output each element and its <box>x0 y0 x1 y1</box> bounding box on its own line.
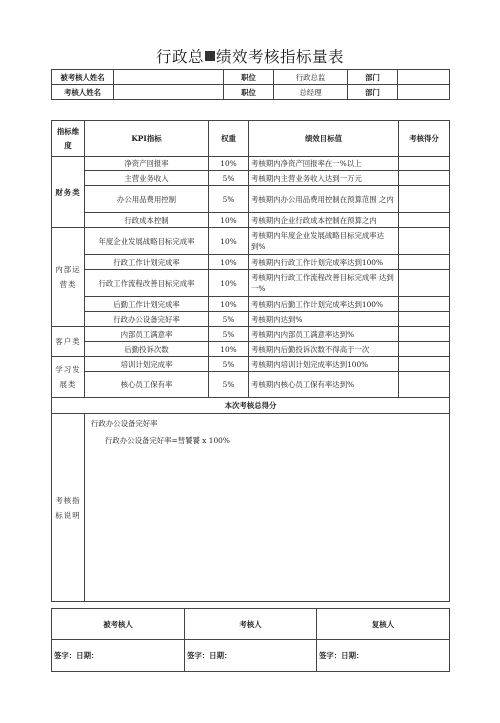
evaluatee-signature-header: 被考核人 <box>52 609 185 640</box>
kpi-weight: 10% <box>209 255 249 270</box>
kpi-target: 考核期内办公用品费用控制在预算范围 之内 <box>249 186 399 213</box>
kpi-score-cell[interactable] <box>399 171 450 186</box>
evaluator-signature-field[interactable]: 签字：日期： <box>185 640 317 672</box>
kpi-weight: 5% <box>209 327 249 342</box>
kpi-target: 考核期内行政工作计划完成率达到100% <box>249 255 399 270</box>
kpi-name: 行政工作流程改善目标完成率 <box>85 270 209 297</box>
kpi-score-cell[interactable] <box>399 342 450 357</box>
evaluator-name-label: 考核人姓名 <box>52 85 114 100</box>
header-target: 绩效目标值 <box>249 121 399 157</box>
kpi-target: 考核期内后勤投诉次数不得高于一次 <box>249 342 399 357</box>
kpi-weight: 5% <box>209 372 249 398</box>
kpi-weight: 10% <box>209 157 249 171</box>
reviewer-signature-field[interactable]: 签字：日期： <box>317 640 450 672</box>
kpi-target: 考核期内达到% <box>249 312 399 327</box>
page-title <box>0 45 500 67</box>
kpi-name: 后勤工作计划完成率 <box>85 297 209 312</box>
kpi-weight: 10% <box>209 297 249 312</box>
kpi-row <box>52 342 450 357</box>
kpi-table <box>51 120 450 602</box>
kpi-weight: 10% <box>209 213 249 228</box>
kpi-target: 考核期内培训计划完成率达到100% <box>249 357 399 372</box>
title-part-2: 绩效考核指标量表 <box>216 48 345 66</box>
stamp-mark-icon <box>205 51 215 61</box>
kpi-row <box>52 372 450 398</box>
kpi-name: 培训计划完成率 <box>85 357 209 372</box>
position-label: 职位 <box>224 85 274 100</box>
kpi-score-cell[interactable] <box>399 157 450 171</box>
evaluatee-signature-field[interactable]: 签字：日期： <box>52 640 185 672</box>
notes-row <box>52 414 450 602</box>
kpi-name: 办公用品费用控制 <box>85 186 209 213</box>
total-row <box>52 398 450 414</box>
evaluatee-position-value: 行政总监 <box>274 70 348 85</box>
kpi-score-cell[interactable] <box>399 228 450 255</box>
kpi-name: 内部员工满意率 <box>85 327 209 342</box>
kpi-weight: 5% <box>209 357 249 372</box>
kpi-row <box>52 327 450 342</box>
signature-table <box>51 608 450 672</box>
total-score-label: 本次考核总得分 <box>52 398 450 414</box>
kpi-target: 考核期内年度企业发展战略目标完成率达到% <box>249 228 399 255</box>
header-weight: 权重 <box>209 121 249 157</box>
kpi-row <box>52 297 450 312</box>
kpi-row <box>52 228 450 255</box>
signature-row <box>52 640 450 672</box>
notes-line-2: 行政办公设备完好率=彗饕饕 x 100% <box>105 436 230 445</box>
header-kpi: KPI指标 <box>85 121 209 157</box>
evaluatee-department-field[interactable] <box>398 70 450 85</box>
kpi-name: 行政成本控制 <box>85 213 209 228</box>
kpi-weight: 5% <box>209 186 249 213</box>
kpi-row <box>52 255 450 270</box>
kpi-target: 考核期内内部员工满意率达到% <box>249 327 399 342</box>
kpi-target: 考核期内行政工作流程改善目标完成率 达到一% <box>249 270 399 297</box>
kpi-weight: 10% <box>209 228 249 255</box>
info-table <box>51 69 450 100</box>
evaluatee-name-label: 被考核人姓名 <box>52 70 114 85</box>
kpi-score-cell[interactable] <box>399 312 450 327</box>
evaluator-name-field[interactable] <box>114 85 224 100</box>
kpi-row <box>52 357 450 372</box>
kpi-target: 考核期内净资产回报率在一%以上 <box>249 157 399 171</box>
kpi-row <box>52 312 450 327</box>
kpi-score-cell[interactable] <box>399 255 450 270</box>
kpi-target: 考核期内后勤工作计划完成率达到100% <box>249 297 399 312</box>
kpi-weight: 5% <box>209 171 249 186</box>
info-row-evaluatee <box>52 70 450 85</box>
kpi-header-row <box>52 121 450 157</box>
info-row-evaluator <box>52 85 450 100</box>
kpi-row <box>52 213 450 228</box>
evaluator-position-value: 总经理 <box>274 85 348 100</box>
kpi-score-cell[interactable] <box>399 357 450 372</box>
kpi-score-cell[interactable] <box>399 213 450 228</box>
kpi-weight: 5% <box>209 312 249 327</box>
signature-header-row <box>52 609 450 640</box>
position-label: 职位 <box>224 70 274 85</box>
group-operations: 内部运营类 <box>52 228 85 327</box>
notes-line-1: 行政办公设备完好率 <box>91 419 158 428</box>
kpi-name: 年度企业发展战略目标完成率 <box>85 228 209 255</box>
group-learning: 学习发展类 <box>52 357 85 398</box>
reviewer-signature-header: 复核人 <box>317 609 450 640</box>
kpi-score-cell[interactable] <box>399 297 450 312</box>
kpi-score-cell[interactable] <box>399 372 450 398</box>
kpi-row <box>52 157 450 171</box>
notes-content <box>85 414 450 602</box>
evaluator-signature-header: 考核人 <box>185 609 317 640</box>
kpi-target: 考核期内核心员工保有率达到% <box>249 372 399 398</box>
header-dimension: 指标维度 <box>52 121 85 157</box>
department-label: 部门 <box>348 70 398 85</box>
kpi-row <box>52 186 450 213</box>
kpi-name: 行政工作计划完成率 <box>85 255 209 270</box>
evaluator-department-field[interactable] <box>398 85 450 100</box>
kpi-name: 核心员工保有率 <box>85 372 209 398</box>
kpi-weight: 10% <box>209 342 249 357</box>
notes-label: 考核指标说明 <box>52 414 85 602</box>
kpi-row <box>52 270 450 297</box>
kpi-weight: 10% <box>209 270 249 297</box>
kpi-name: 净资产回报率 <box>85 157 209 171</box>
kpi-score-cell[interactable] <box>399 327 450 342</box>
header-score: 考核得分 <box>399 121 450 157</box>
kpi-target: 考核期内企业行政成本控制在预算之内 <box>249 213 399 228</box>
kpi-score-cell[interactable] <box>399 270 450 297</box>
evaluatee-name-field[interactable] <box>114 70 224 85</box>
kpi-name: 行政办公设备完好率 <box>85 312 209 327</box>
title-part-1: 行政总 <box>155 48 204 66</box>
kpi-row <box>52 171 450 186</box>
group-customer: 客户类 <box>52 327 85 357</box>
kpi-name: 后勤投诉次数 <box>85 342 209 357</box>
group-finance: 财务类 <box>52 157 85 228</box>
kpi-score-cell[interactable] <box>399 186 450 213</box>
kpi-target: 考核期内主营业务收入达到一万元 <box>249 171 399 186</box>
department-label: 部门 <box>348 85 398 100</box>
kpi-name: 主营业务收入 <box>85 171 209 186</box>
